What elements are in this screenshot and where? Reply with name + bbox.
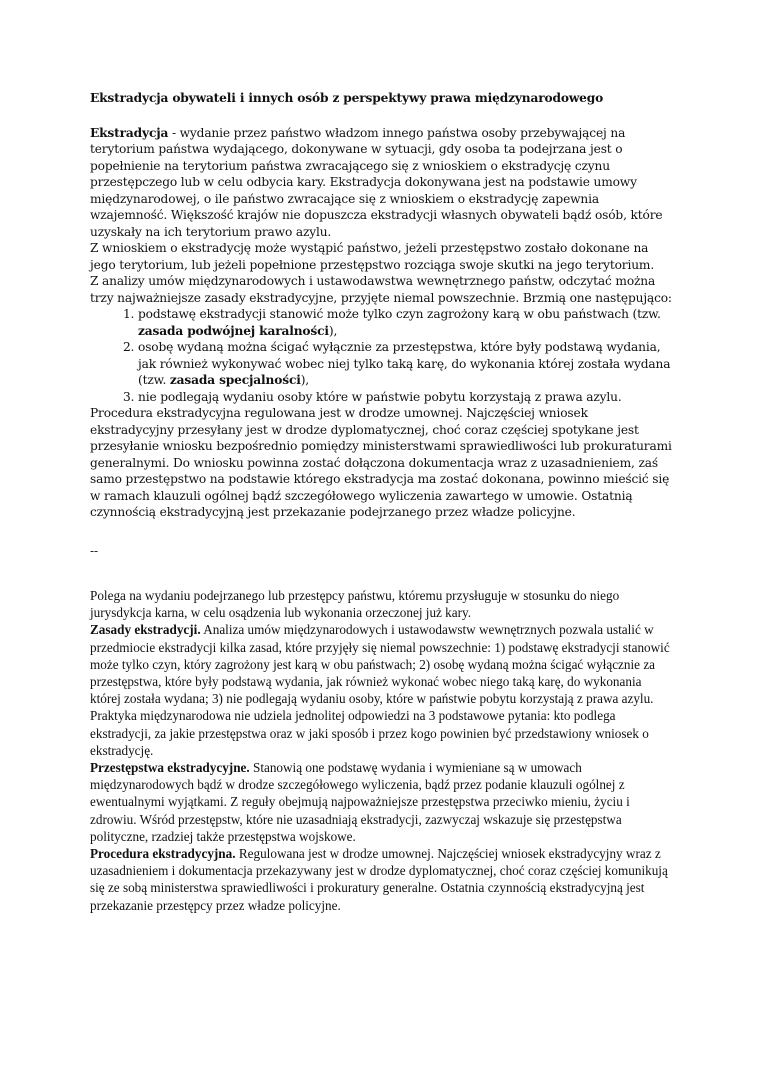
paragraph-territory: Z wnioskiem o ekstradycję może wystąpić państwo, jeżeli przestępstwo zostało dokonane na jego terytorium, lub jeżeli popełnione przestępstwo rozciąga swoje skutki na jego terytorium.	[90, 241, 655, 272]
list-item: 1. podstawę ekstradycji stanowić może tylko czyn zagrożony karą w obu państwach (tzw. zasada podwójnej karalności),	[138, 306, 672, 339]
principle-term: zasada specjalności	[169, 373, 301, 387]
section-heading: Przestępstwa ekstradycyjne.	[90, 760, 250, 776]
list-item: 3. nie podlegają wydaniu osoby które w państwie pobytu korzystają z prawa azylu.	[138, 389, 672, 406]
definition-text: - wydanie przez państwo władzom innego państwa osoby przebywającej na terytorium państwa wydającego, dokonywane w sytuacji, gdy osoba ta podejrzana jest o popełnienie na terytorium państwa zwracającego się z wnioskiem o ekstradycję czynu przestępczego lub w celu odbycia kary. Ekstradycja dokonywana jest na podstawie umowy międzynarodowej, o ile państwo zwracające się z wnioskiem o ekstradycję zapewnia wzajemność. Większość krajów nie dopuszcza ekstradycji własnych obywateli bądź osób, które uzyskały na ich terytorium prawo azylu.	[90, 125, 663, 239]
section-heading: Procedura ekstradycyjna.	[90, 846, 236, 862]
section-two	[90, 587, 672, 914]
list-item: 2. osobę wydaną można ścigać wyłącznie za przestępstwa, które były podstawą wydania, jak również wykonywać wobec niej tylko taką karę, do wykonania której została wydana (tzw. zasada specjalności),	[138, 339, 672, 389]
principle-term: zasada podwójnej karalności	[138, 323, 329, 338]
paragraph-procedure: Procedura ekstradycyjna regulowana jest w drodze umownej. Najczęściej wniosek ekstradycyjny przesyłany jest w drodze dyplomatycznej, choć coraz częściej spotykane jest przesyłanie wniosku bezpośrednio pomiędzy ministerstwami sprawiedliwości lub prokuraturami generalnymi. Do wniosku powinna zostać dołączona dokumentacja wraz z uzasadnieniem, zaś samo przestępstwo na podstawie którego ekstradycja ma zostać dokonana, powinno mieścić się w ramach klauzuli ogólnej bądź szczegółowego wyliczenia zawartego w umowie. Ostatnią czynnością ekstradycyjną jest przekazanie podejrzanego przez władze policyjne.	[90, 406, 672, 519]
section-one	[90, 90, 672, 521]
separator: --	[90, 543, 98, 558]
section-heading: Zasady ekstradycji.	[90, 622, 201, 638]
principles-list	[90, 306, 672, 405]
paragraph-principles-intro: Z analizy umów międzynarodowych i ustawodawstwa wewnętrznego państw, odczytać można trzy najważniejsze zasady ekstradycyjne, przyjęte niemal powszechnie. Brzmią one następująco:	[90, 274, 672, 305]
document-page	[90, 90, 672, 914]
definition-paragraph	[90, 125, 672, 241]
paragraph-procedure-2: Procedura ekstradycyjna. Regulowana jest w drodze umownej. Najczęściej wniosek ekstradycyjny wraz z uzasadnieniem i dokumentacja przekazywany jest w drodze dyplomatycznej, choć coraz częściej komunikują się ze sobą ministerstwa sprawiedliwości i prokuratury generalne. Ostatnia czynnością ekstradycyjną jest przekazanie przestępcy przez władze policyjne.	[90, 846, 668, 913]
paragraph-offences: Przestępstwa ekstradycyjne. Stanowią one podstawę wydania i wymieniane są w umowach międzynarodowych bądź w drodze szczegółowego wyliczenia, bądź przez podanie klauzuli ogólnej z ewentualnymi wyjątkami. Z reguły obejmują najpoważniejsze przestępstwa przeciwko mieniu, życiu i zdrowiu. Wśród przestępstw, które nie uzasadniają ekstradycji, zazwyczaj wskazuje się przestępstwa polityczne, rzadziej także przestępstwa wojskowe.	[90, 760, 630, 844]
document-title: Ekstradycja obywateli i innych osób z perspektywy prawa międzynarodowego	[90, 91, 604, 105]
paragraph-principles: Zasady ekstradycji. Analiza umów międzynarodowych i ustawodawstw wewnętrznych pozwala ustalić w przedmiocie ekstradycji kilka zasad, które przyjęły się niemal powszechnie: 1) podstawę ekstradycji stanowić może tylko czyn, który zagrożony jest karą w obu państwach; 2) osobę wydaną można ścigać wyłącznie za przestępstwa, które były podstawą wydania, jak również wykonać wobec niego taką karę, do wykonania której została wydana; 3) nie podlegają wydaniu osoby, które w państwie pobytu korzystają z prawa azylu. Praktyka międzynarodowa nie udziela jednolitej odpowiedzi na 3 podstawowe pytania: kto podlega ekstradycji, za jakie przestępstwa oraz w jaki sposób i przez kogo powinien być przedstawiony wniosek o ekstradycję.	[90, 622, 670, 758]
paragraph-summary: Polega na wydaniu podejrzanego lub przestępcy państwu, któremu przysługuje w stosunku do niego jurysdykcja karna, w celu osądzenia lub wykonania orzeczonej już kary.	[90, 588, 620, 621]
definition-term: Ekstradycja	[90, 125, 169, 140]
